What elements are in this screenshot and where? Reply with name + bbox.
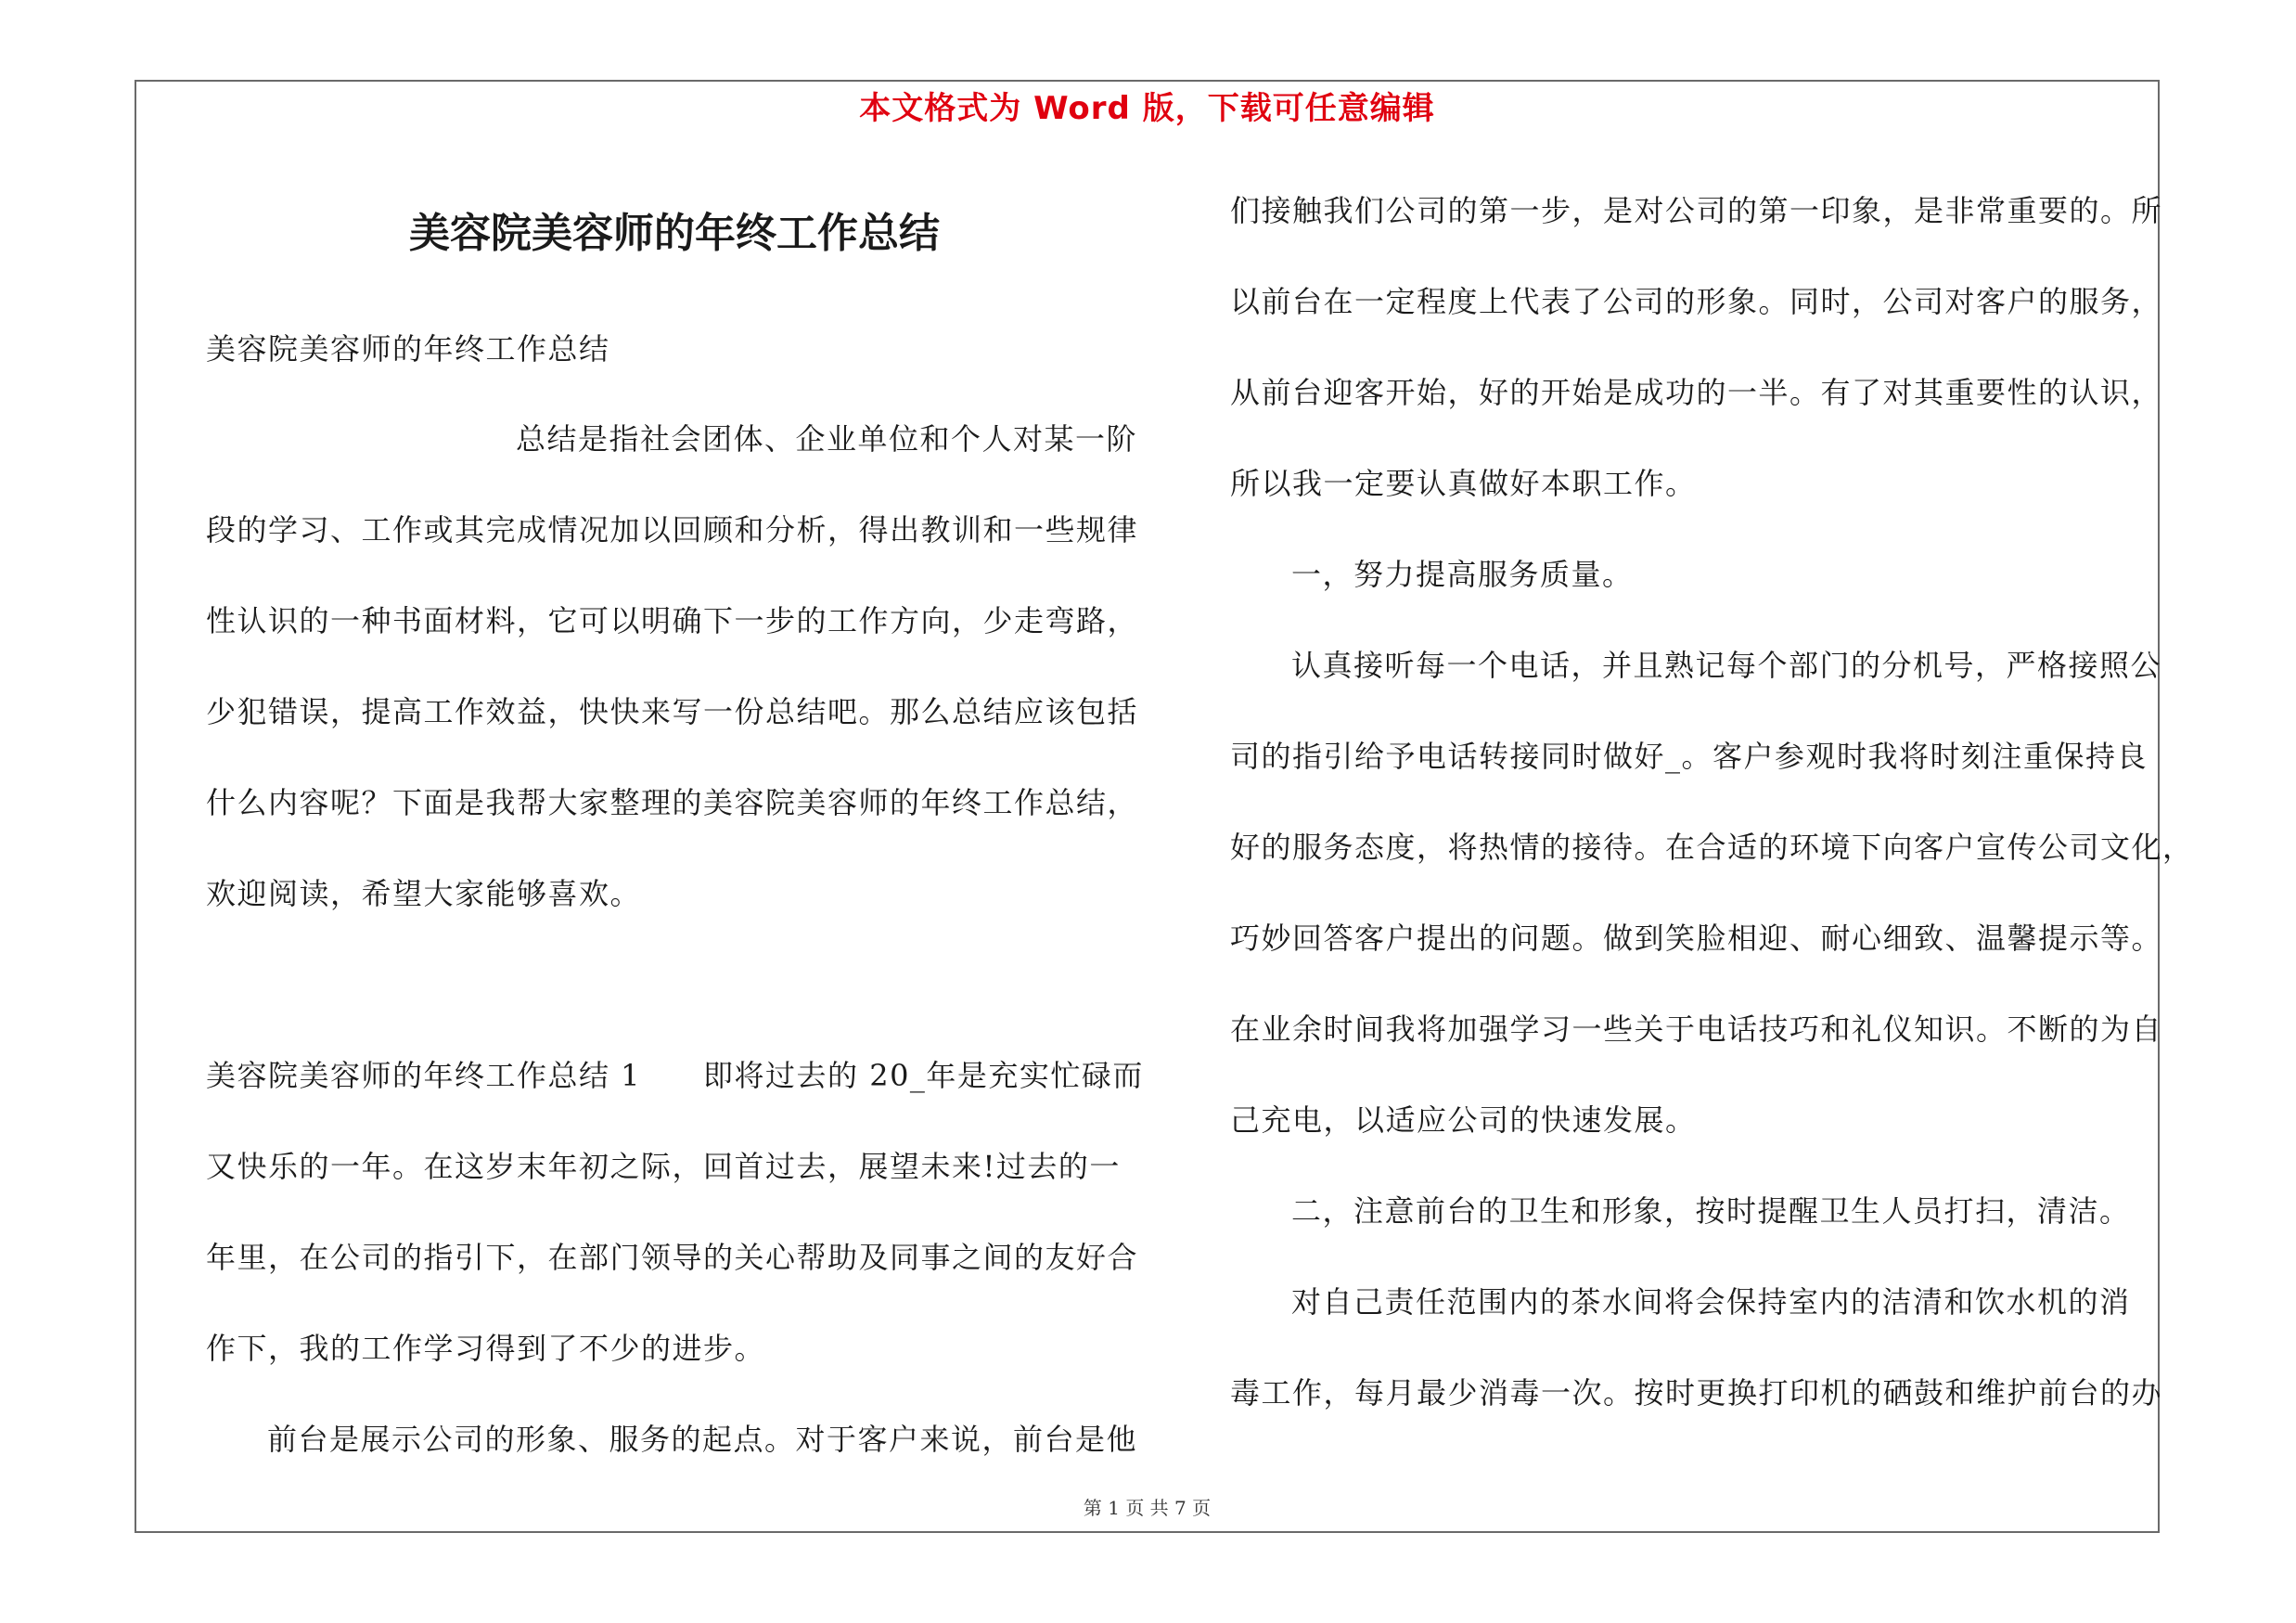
- paragraph-line: 什么内容呢？下面是我帮大家整理的美容院美容师的年终工作总结，: [206, 785, 1139, 820]
- paragraph-line: 在业余时间我将加强学习一些关于电话技巧和礼仪知识。不断的为自: [1230, 1011, 2163, 1047]
- paragraph-line: 总结是指社会团体、企业单位和个人对某一阶: [516, 421, 1138, 457]
- intro-paragraph: [206, 393, 1138, 939]
- paragraph-line: 少犯错误，提高工作效益，快快来写一份总结吧。那么总结应该包括: [206, 694, 1139, 729]
- paragraph-line: 年里，在公司的指引下，在部门领导的关心帮助及同事之间的友好合: [206, 1240, 1139, 1275]
- paragraph-line: 司的指引给予电话转接同时做好_。客户参观时我将时刻注重保持良: [1230, 739, 2148, 774]
- paragraph-line: 己充电，以适应公司的快速发展。: [1230, 1102, 1697, 1138]
- paragraph-line: 从前台迎客开始，好的开始是成功的一半。有了对其重要性的认识，: [1230, 375, 2163, 410]
- paragraph-line: 对自己责任范围内的茶水间将会保持室内的洁清和饮水机的消: [1291, 1284, 2131, 1320]
- paragraph-line: 性认识的一种书面材料，它可以明确下一步的工作方向，少走弯路，: [206, 603, 1139, 638]
- paragraph-line: 所以我一定要认真做好本职工作。: [1230, 466, 1697, 501]
- paragraph-line: 段的学习、工作或其完成情况加以回顾和分析，得出教训和一些规律: [206, 512, 1139, 547]
- paragraph-line: 作下，我的工作学习得到了不少的进步。: [206, 1331, 766, 1366]
- document-title: 美容院美容师的年终工作总结: [409, 210, 940, 257]
- paragraph-line: 们接触我们公司的第一步，是对公司的第一印象，是非常重要的。所: [1230, 193, 2163, 228]
- paragraph-line: 前台是展示公司的形象、服务的起点。对于客户来说，前台是他: [267, 1422, 1138, 1457]
- section1-paragraph: [206, 1030, 1144, 1485]
- paragraph-line: 好的服务态度，将热情的接待。在合适的环境下向客户宣传公司文化，: [1230, 830, 2194, 865]
- subtitle: 美容院美容师的年终工作总结: [206, 331, 610, 367]
- paragraph-line: 毒工作，每月最少消毒一次。按时更换打印机的硒鼓和维护前台的办: [1230, 1375, 2163, 1410]
- paragraph-line: 巧妙回答客户提出的问题。做到笑脸相迎、耐心细致、温馨提示等。: [1230, 921, 2163, 956]
- paragraph-line: 又快乐的一年。在这岁末年初之际，回首过去，展望未来!过去的一: [206, 1149, 1121, 1184]
- paragraph-line: 欢迎阅读，希望大家能够喜欢。: [206, 876, 642, 911]
- section-heading: 一，努力提高服务质量。: [1291, 557, 1634, 592]
- paragraph-line: 认真接听每一个电话，并且熟记每个部门的分机号，严格接照公: [1291, 648, 2162, 683]
- page-number: 第 1 页 共 7 页: [1083, 1497, 1212, 1519]
- format-banner: 本文格式为 Word 版，下载可任意编辑: [859, 90, 1435, 127]
- section-heading: 二，注意前台的卫生和形象，按时提醒卫生人员打扫，清洁。: [1291, 1193, 2131, 1229]
- paragraph-line: 美容院美容师的年终工作总结 1 即将过去的 20_年是充实忙碌而: [206, 1058, 1144, 1093]
- right-column: [1230, 165, 2194, 1438]
- paragraph-line: 以前台在一定程度上代表了公司的形象。同时，公司对客户的服务，: [1230, 284, 2163, 319]
